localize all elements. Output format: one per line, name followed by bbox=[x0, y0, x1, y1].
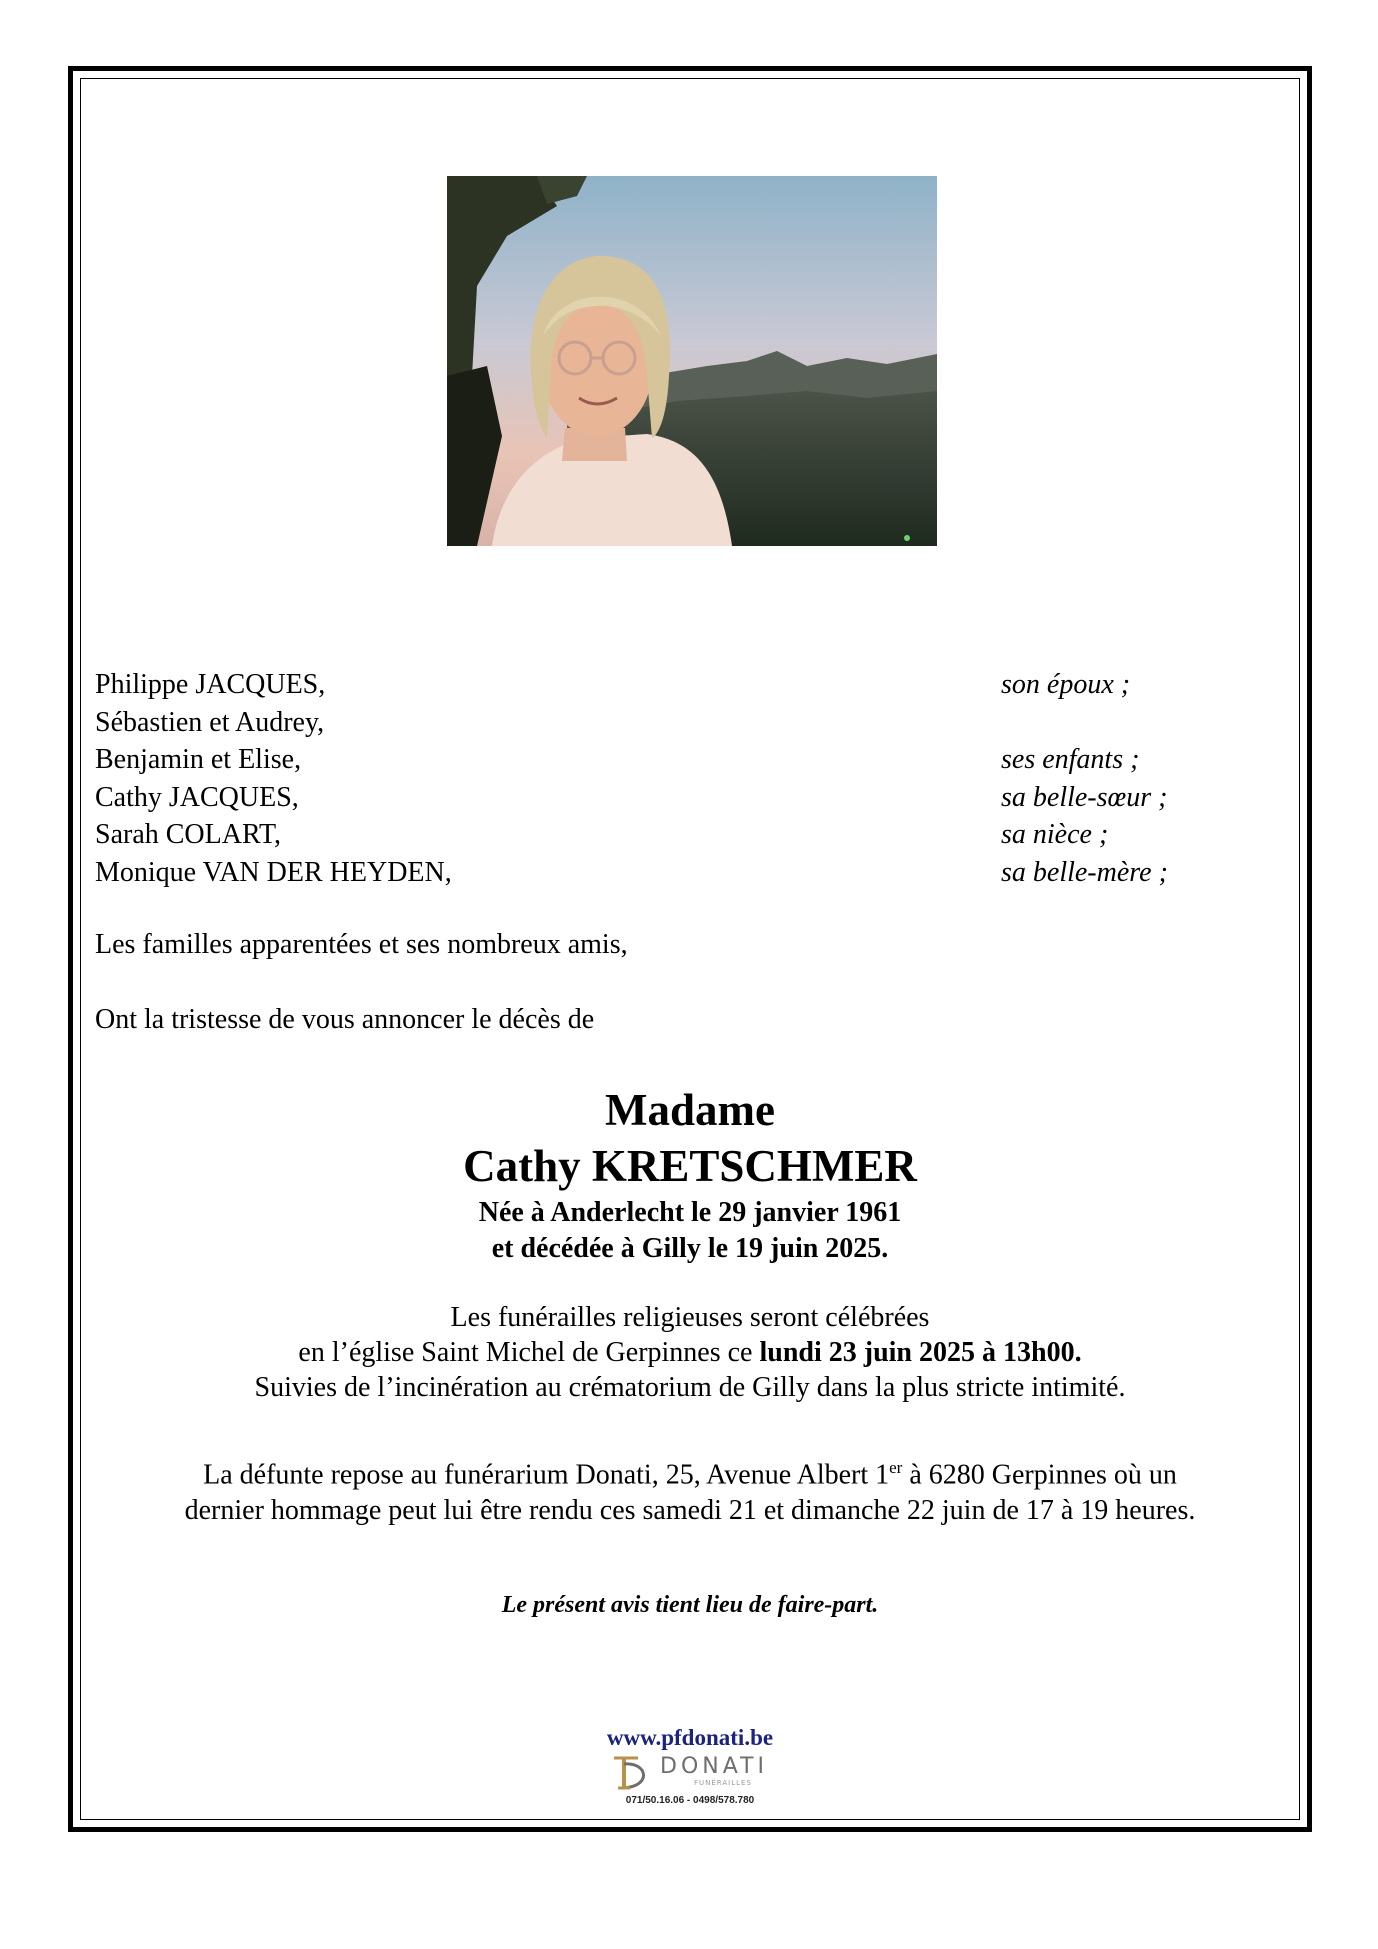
phone-numbers: 071/50.16.06 - 0498/578.780 bbox=[625, 1795, 755, 1806]
deceased-name: Cathy KRETSCHMER bbox=[463, 1141, 917, 1191]
funeral-line-2 bbox=[95, 1335, 1285, 1370]
announcement-line: Ont la tristesse de vous annoncer le décès de bbox=[95, 1004, 595, 1035]
repose-line-2: dernier hommage peut lui être rendu ces samedi 21 et dimanche 22 juin de 17 à 19 heures. bbox=[184, 1495, 1196, 1527]
family-member-relation: sa belle-mère ; bbox=[1001, 856, 1168, 888]
family-member-name: Monique VAN DER HEYDEN, bbox=[95, 856, 452, 888]
funeral-details bbox=[95, 1300, 1285, 1405]
donati-monogram-icon bbox=[608, 1752, 656, 1794]
family-member-name: Benjamin et Elise, bbox=[95, 744, 302, 775]
family-member-name: Philippe JACQUES, bbox=[95, 669, 326, 700]
family-row bbox=[95, 816, 1245, 854]
portrait-photo bbox=[447, 176, 937, 546]
family-member-relation: ses enfants ; bbox=[1001, 744, 1140, 775]
funeral-line-1: Les funérailles religieuses seront célébrées bbox=[450, 1302, 930, 1333]
funeral-line-3: Suivies de l’incinération au crématorium de Gilly dans la plus stricte intimité. bbox=[254, 1372, 1126, 1403]
family-member-relation: son époux ; bbox=[1001, 669, 1131, 700]
faire-part-notice: Le présent avis tient lieu de faire-part. bbox=[501, 1592, 879, 1618]
logo-wordmark: DONATI bbox=[660, 1754, 768, 1779]
funeral-place: en l’église Saint Michel de Gerpinnes ce bbox=[298, 1337, 760, 1368]
repose-city: à 6280 Gerpinnes où un bbox=[902, 1459, 1177, 1491]
death-line: et décédée à Gilly le 19 juin 2025. bbox=[491, 1233, 889, 1264]
website-link[interactable]: www.pfdonati.be bbox=[606, 1725, 774, 1750]
donati-logo bbox=[608, 1752, 772, 1810]
family-row bbox=[95, 779, 1245, 817]
repose-address: La défunte repose au funérarium Donati, 25, Avenue Albert 1 bbox=[203, 1459, 890, 1491]
birth-line: Née à Anderlecht le 29 janvier 1961 bbox=[478, 1197, 902, 1228]
family-member-name: Sarah COLART, bbox=[95, 819, 281, 850]
relatives-line: Les familles apparentées et ses nombreux amis, bbox=[95, 929, 628, 960]
family-row bbox=[95, 666, 1245, 704]
family-row bbox=[95, 741, 1245, 779]
family-list bbox=[95, 666, 1245, 891]
family-member-name: Sébastien et Audrey, bbox=[95, 706, 325, 738]
repose-line-1 bbox=[95, 1450, 1285, 1493]
ordinal-suffix: er bbox=[889, 1458, 903, 1477]
logo-subtitle: FUNÉRAILLES bbox=[694, 1779, 752, 1787]
family-row bbox=[95, 854, 1245, 892]
funeral-date: lundi 23 juin 2025 à 13h00. bbox=[759, 1337, 1082, 1368]
deceased-title: Madame bbox=[605, 1085, 775, 1135]
family-member-relation: sa nièce ; bbox=[1001, 819, 1109, 850]
family-member-name: Cathy JACQUES, bbox=[95, 781, 299, 813]
repose-details bbox=[95, 1450, 1285, 1529]
family-row bbox=[95, 704, 1245, 742]
family-member-relation: sa belle-sœur ; bbox=[1001, 781, 1168, 813]
